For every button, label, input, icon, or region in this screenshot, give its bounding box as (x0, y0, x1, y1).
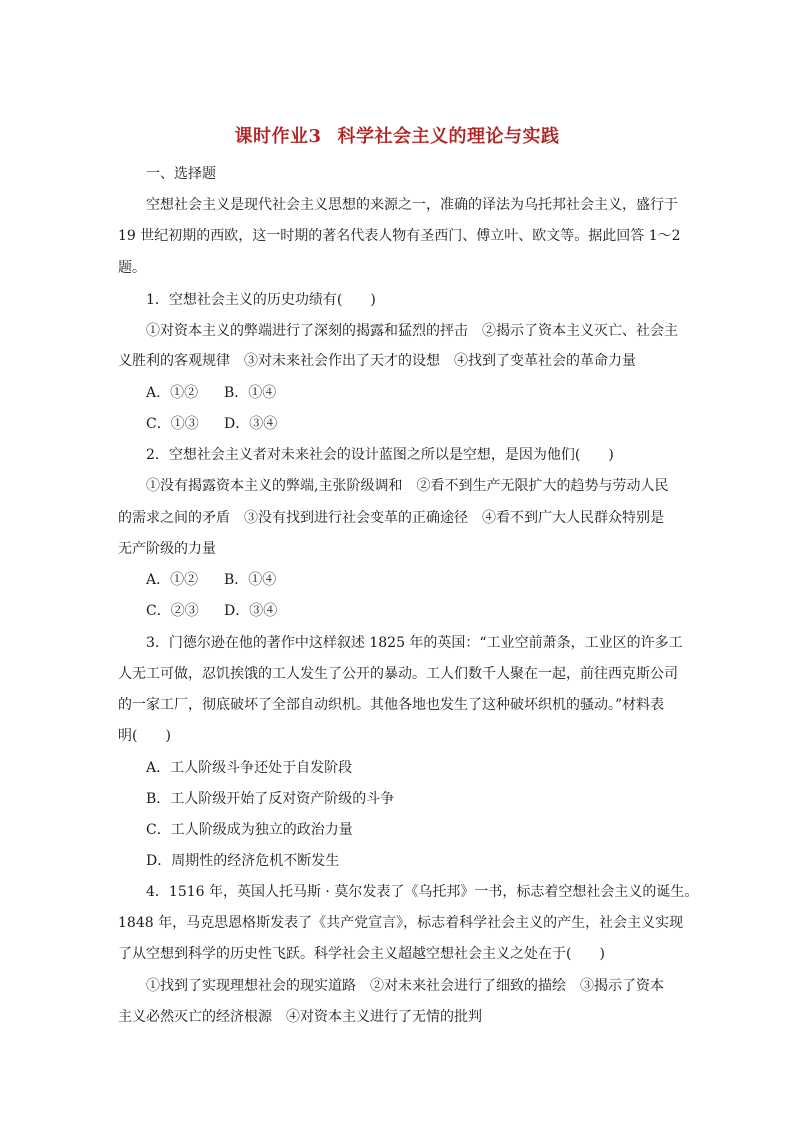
option-d[interactable]: D．③④ (224, 603, 278, 619)
question-2-item-line: 的需求之间的矛盾 ③没有找到进行社会变革的正确途径 ④看不到广大人民群众特别是 (118, 510, 664, 526)
option-c[interactable]: C．工人阶级成为独立的政治力量 (146, 822, 353, 838)
question-2-item-line: 无产阶级的力量 (118, 541, 216, 557)
material-line: 题。 (118, 260, 146, 276)
question-1-options-row (146, 414, 706, 434)
question-3-stem-line: 明( ) (118, 728, 171, 744)
question-4-item-line: ①找到了实现理想社会的现实道路 ②对未来社会进行了细致的描绘 ③揭示了资本 (146, 978, 664, 994)
question-1-stem: 1．空想社会主义的历史功绩有( ) (146, 292, 376, 308)
option-a[interactable]: A．工人阶级斗争还处于自发阶段 (146, 760, 353, 776)
option-b[interactable]: B．①④ (224, 385, 277, 401)
question-3-stem-line: 的一家工厂，彻底破坏了全部自动织机。其他各地也发生了这种破坏织机的骚动。”材料表 (118, 697, 665, 713)
question-3-stem-line: 3．门德尔逊在他的著作中这样叙述 1825 年的英国：“工业空前萧条，工业区的许多工 (146, 635, 683, 651)
option-a[interactable]: A．①② (146, 572, 199, 588)
material-line: 19 世纪初期的西欧，这一时期的著名代表人物有圣西门、傅立叶、欧文等。据此回答 1～2 (118, 228, 681, 244)
option-c[interactable]: C．②③ (146, 603, 199, 619)
question-4-stem-line: 了从空想到科学的历史性飞跃。科学社会主义超越空想社会主义之处在于( ) (118, 946, 605, 962)
question-1-item-line: ①对资本主义的弊端进行了深刻的揭露和猛烈的抨击 ②揭示了资本主义灭亡、社会主 (146, 323, 678, 339)
question-4-stem-line: 1848 年，马克思恩格斯发表了《共产党宣言》，标志着科学社会主义的产生，社会主义实现 (118, 915, 684, 931)
option-b[interactable]: B．工人阶级开始了反对资产阶级的斗争 (146, 791, 395, 807)
option-d[interactable]: D．③④ (224, 416, 278, 432)
question-2-item-line: ①没有揭露资本主义的弊端,主张阶级调和 ②看不到生产无限扩大的趋势与劳动人民 (146, 478, 669, 494)
question-3-stem-line: 人无工可做，忍饥挨饿的工人发生了公开的暴动。工人们数千人聚在一起，前往西克斯公司 (118, 666, 678, 682)
question-2-options-row (146, 570, 706, 590)
material-line: 空想社会主义是现代社会主义思想的来源之一，准确的译法为乌托邦社会主义，盛行于 (146, 197, 678, 213)
title-main: 课时作业3 (234, 126, 322, 147)
question-4-item-line: 主义必然灭亡的经济根源 ④对资本主义进行了无情的批判 (118, 1009, 482, 1025)
section-heading: 一、选择题 (146, 166, 216, 182)
question-2-options-row (146, 601, 706, 621)
option-d[interactable]: D．周期性的经济危机不断发生 (146, 853, 340, 869)
title-sub: 科学社会主义的理论与实践 (337, 126, 560, 147)
question-1-item-line: 义胜利的客观规律 ③对未来社会作出了天才的设想 ④找到了变革社会的革命力量 (118, 353, 636, 369)
question-4-stem-line: 4．1516 年，英国人托马斯 · 莫尔发表了《乌托邦》一书，标志着空想社会主义的诞生。 (146, 884, 699, 900)
option-a[interactable]: A．①② (146, 385, 199, 401)
page-title (0, 122, 794, 148)
option-b[interactable]: B．①④ (224, 572, 277, 588)
option-c[interactable]: C．①③ (146, 416, 199, 432)
question-2-stem: 2．空想社会主义者对未来社会的设计蓝图之所以是空想，是因为他们( ) (146, 447, 614, 463)
question-1-options-row (146, 383, 706, 403)
